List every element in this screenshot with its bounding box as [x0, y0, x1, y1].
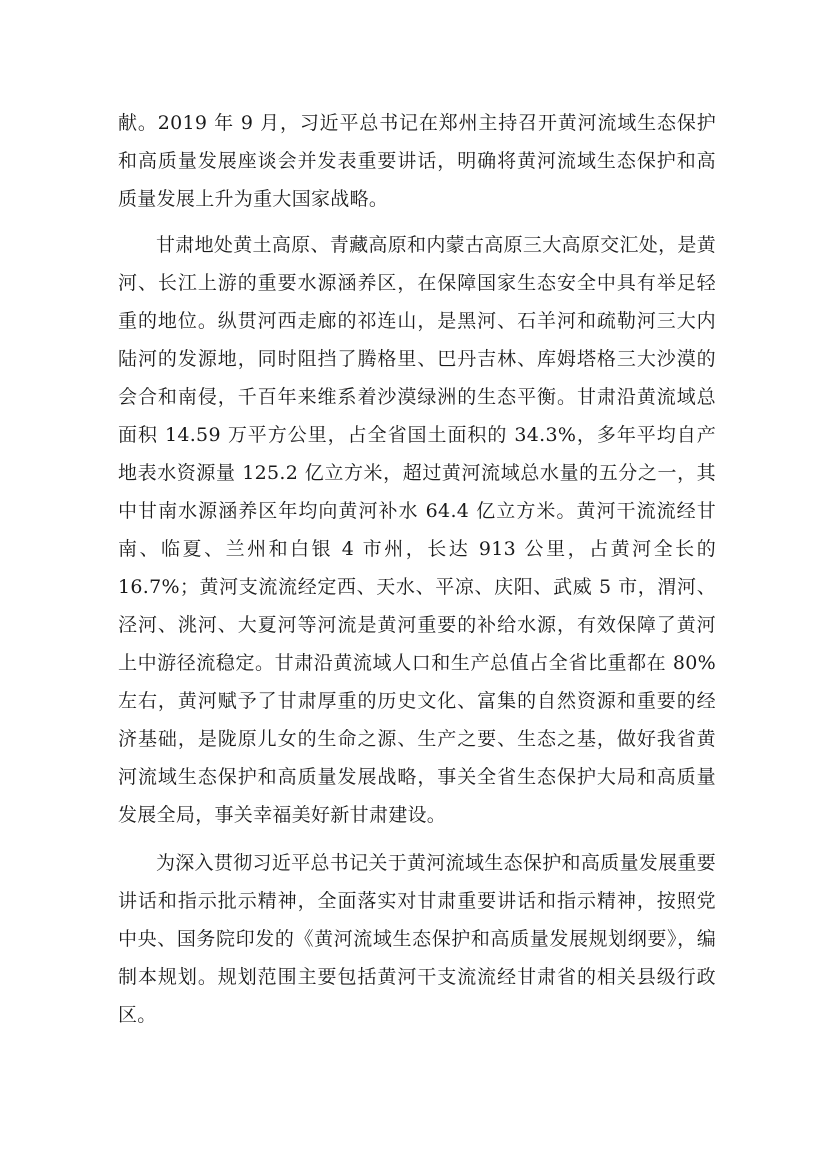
- paragraph-plan-basis: 为深入贯彻习近平总书记关于黄河流域生态保护和高质量发展重要讲话和指示批示精神，全面落实对甘肃重要讲话和指示精神，按照党中央、国务院印发的《黄河流域生态保护和高质量发展规划纲要》，编制本规划。规划范围主要包括黄河干支流流经甘肃省的相关县级行政区。: [118, 852, 716, 1026]
- paragraph-continuation: 献。2019 年 9 月，习近平总书记在郑州主持召开黄河流域生态保护和高质量发展座谈会并发表重要讲话，明确将黄河流域生态保护和高质量发展上升为重大国家战略。: [118, 112, 716, 210]
- paragraph-gansu-overview: 甘肃地处黄土高原、青藏高原和内蒙古高原三大高原交汇处，是黄河、长江上游的重要水源涵养区，在保障国家生态安全中具有举足轻重的地位。纵贯河西走廊的祁连山，是黑河、石羊河和疏勒河三大内陆河的发源地，同时阻挡了腾格里、巴丹吉林、库姆塔格三大沙漠的会合和南侵，千百年来维系着沙漠绿洲的生态平衡。甘肃沿黄流域总面积 14.59 万平方公里，占全省国土面积的 34.3%，多年平均自产地表水资源量 125.2 亿立方米，超过黄河流域总水量的五分之一，其中甘南水源涵养区年均向黄河补水 64.4 亿立方米。黄河干流流经甘南、临夏、兰州和白银 4 市州，长达 913 公里，占黄河全长的 16.7%；黄河支流流经定西、天水、平凉、庆阳、武威 5 市，渭河、泾河、洮河、大夏河等河流是黄河重要的补给水源，有效保障了黄河上中游径流稳定。甘肃沿黄流域人口和生产总值占全省比重都在 80%左右，黄河赋予了甘肃厚重的历史文化、富集的自然资源和重要的经济基础，是陇原儿女的生命之源、生产之要、生态之基，做好我省黄河流域生态保护和高质量发展战略，事关全省生态保护大局和高质量发展全局，事关幸福美好新甘肃建设。: [118, 234, 716, 826]
- document-body: [118, 104, 716, 1034]
